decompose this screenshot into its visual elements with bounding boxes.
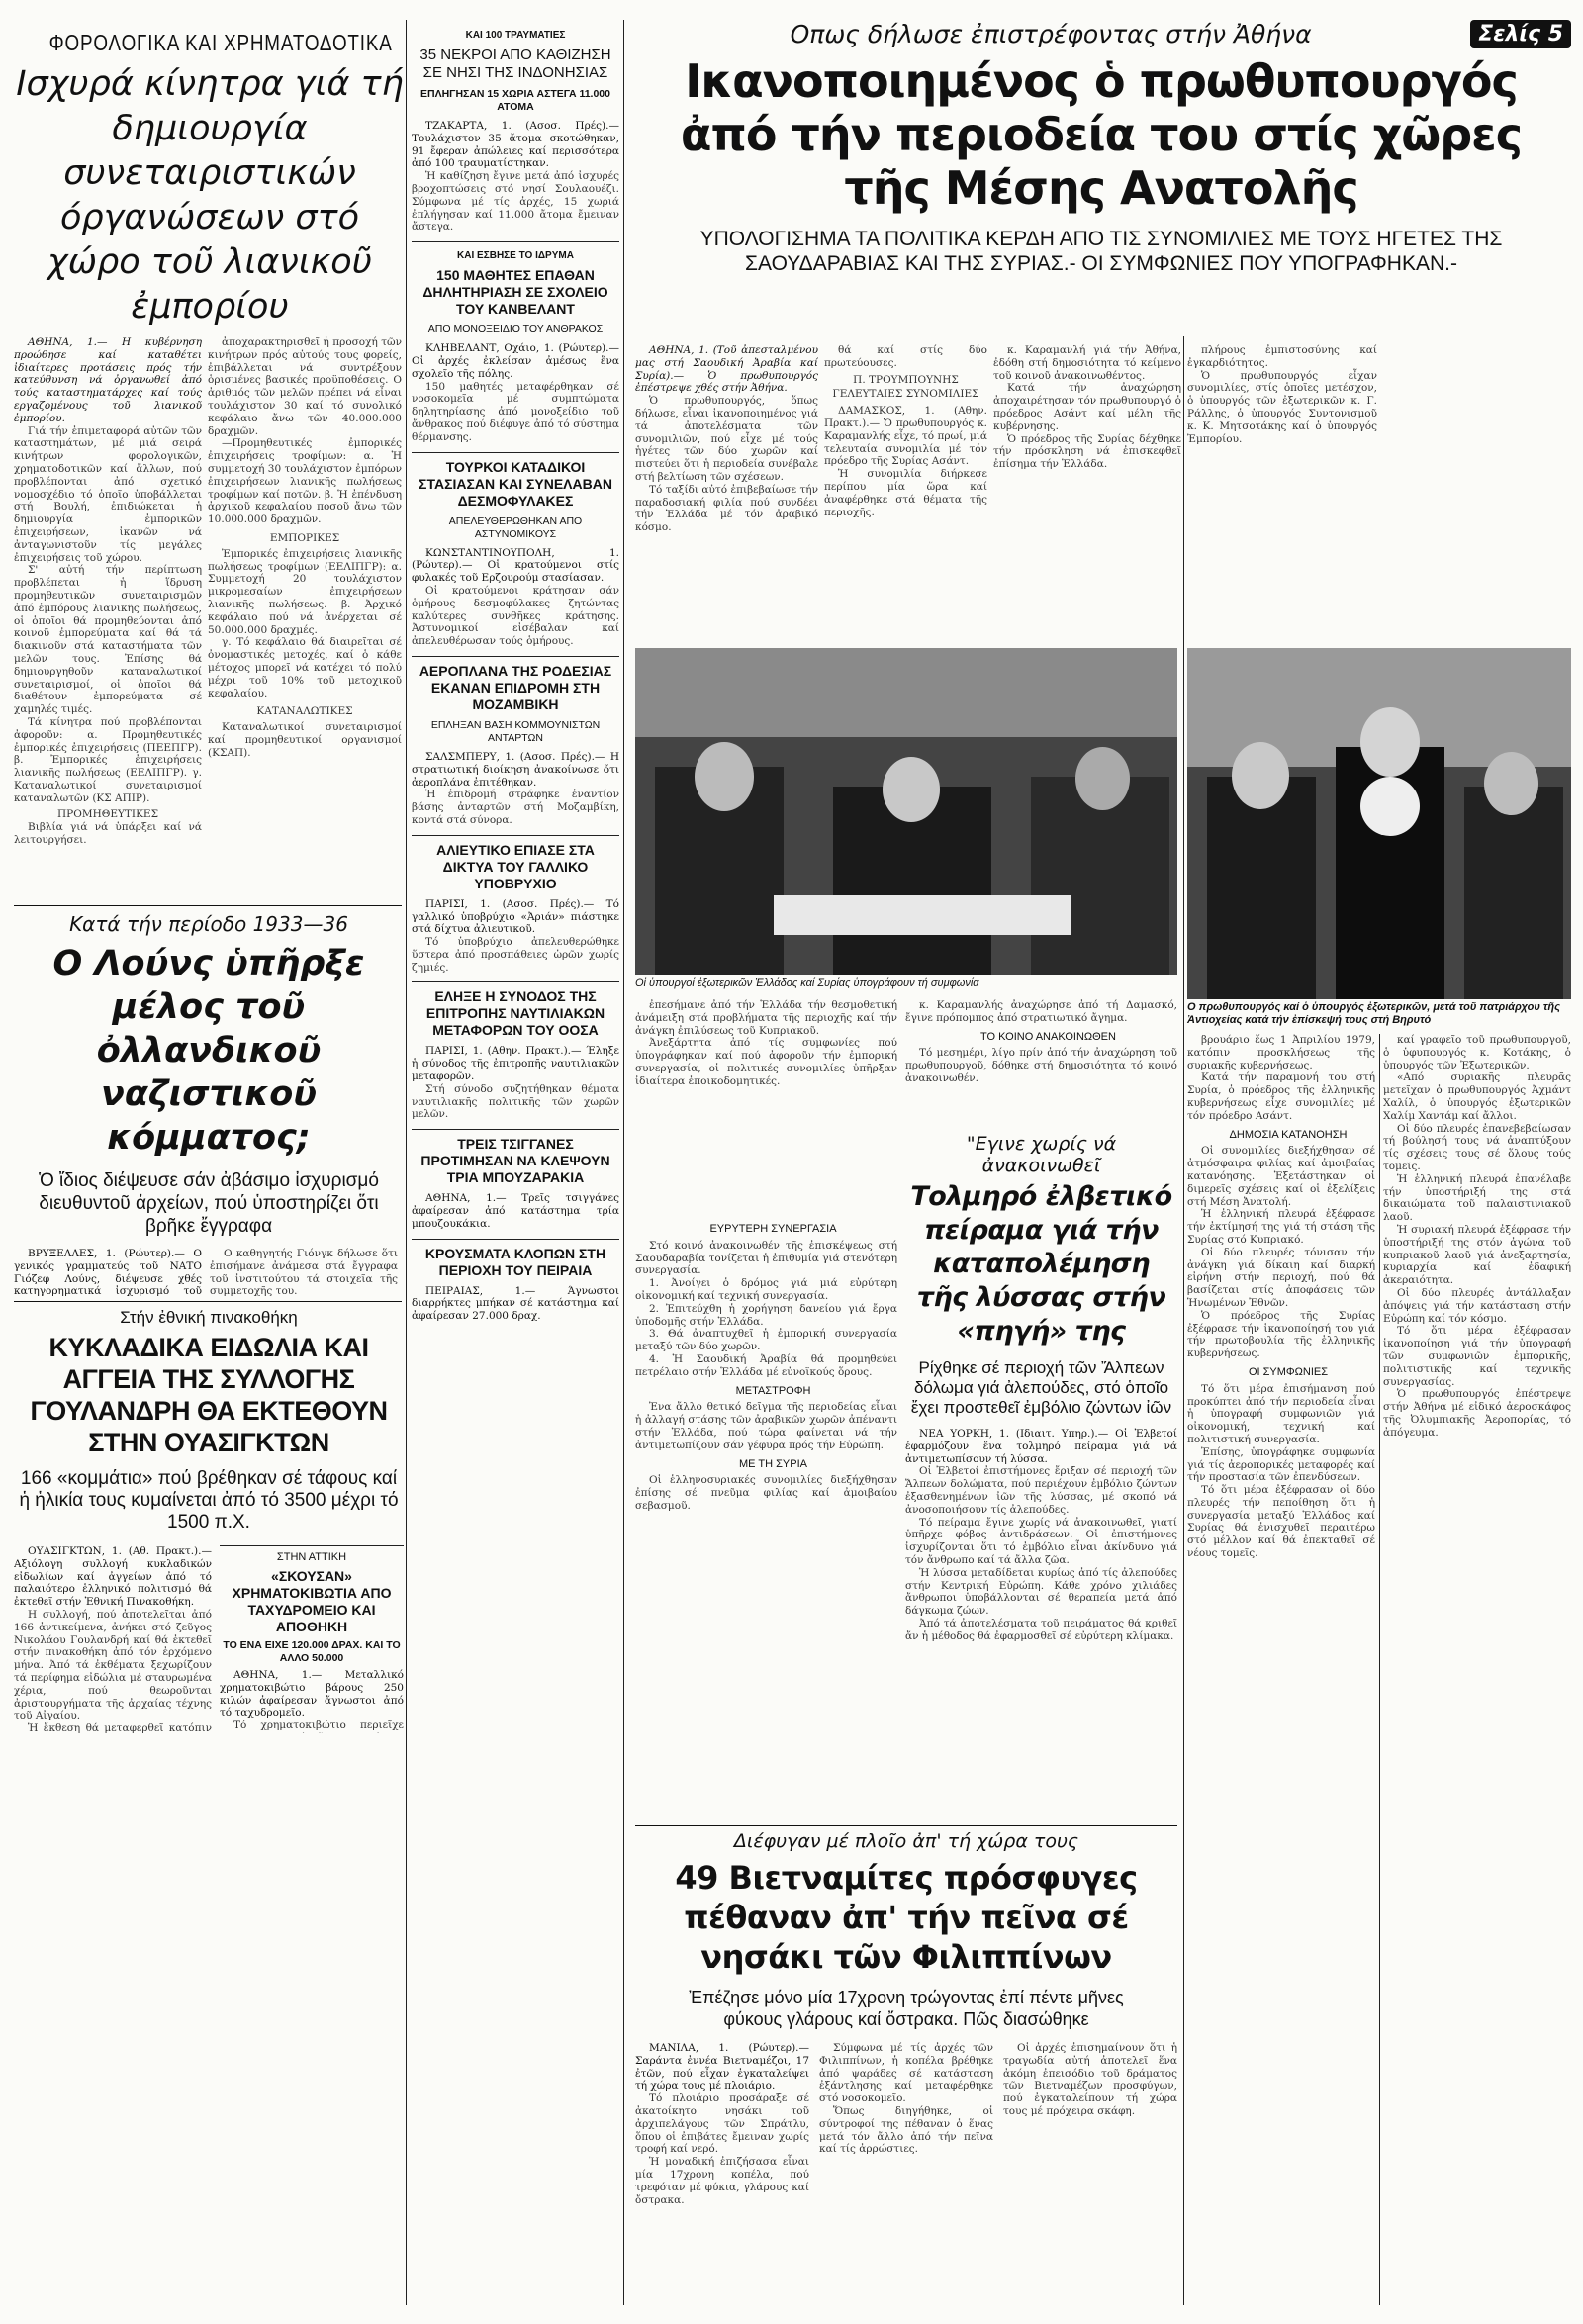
turkey-headline: ΤΟΥΡΚΟΙ ΚΑΤΑΔΙΚΟΙ ΣΤΑΣΙΑΣΑΝ ΚΑΙ ΣΥΝΕΛΑΒΑΝ ΔΕΣΜΟΦΥΛΑΚΕΣ (419, 458, 612, 509)
main-col8: καί γραφεῖο τοῦ πρωθυπουργοῦ, ὁ ὑφυπουργός κ. Κοτάκης, ὁ ὑπουργός τῶν Ἐξωτερικῶν. «Από συριακῆς πλευρᾶς μετεῖχαν ὁ πρωθυπουργός Ἀχμάντ Χαλίλ, ὁ ὑπουργός ἐξωτερικῶν Χαλίμ Χαντάμ καί ἄλλοι. Οἱ δύο πλευρές ἐπανεβεβαίωσαν τή βούλησή τους νά ἀναπτύξουν τίς σχέσεις τους σέ ὅλους τούς τομεῖς. Ἡ ἑλληνική πλευρά ἐπανέλαβε τήν ὑποστήριξή της στά δικαιώματα τοῦ παλαιστινιακοῦ λαοῦ. Ἡ συριακή πλευρά ἐξέφρασε τήν ὑποστήριξή της στόν ἀγώνα τοῦ κυπριακοῦ λαοῦ γιά ἀνεξαρτησία, κυριαρχία καί ἐδαφική ἀκεραιότητα. Οἱ δύο πλευρές ἀντάλλαξαν ἀπόψεις γιά τήν κατάσταση στήν Εὐρώπη καί τόν κόσμο. Τό ὅτι μέρα ἐξέφρασαν ἱκανοποίηση γιά τήν ὑπογραφή τῶν συμφωνιῶν ἐμπορικῆς, πολιτιστικῆς καί τεχνικῆς συνεργασίας. Ὁ πρωθυπουργός ἐπέστρεψε στήν Ἀθήνα μέ εἰδικό ἀεροσκάφος τῆς Ὀλυμπιακῆς Ἀεροπορίας, τό ἀπόγευμα. (1383, 1034, 1571, 1439)
main-col4: πλήρους ἐμπιστοσύνης καί ἐγκαρδιότητος. Ὁ πρωθυπουργός εἶχαν συνομιλίες, στίς ὁποῖες μετέσχον, ὁ ὑπουργός τῶν ἐξωτερικῶν κ. Γ. Ράλλης, ὁ ὑπουργός Συντονισμοῦ κ. Κ. Μητσοτάκης καί ὁ ὑπουργός Ἐμπορίου. (1187, 344, 1377, 445)
rabies-headline: Τολμηρό ἐλβετικό πείραμα γιά τήν καταπολέμηση τῆς λύσσας στήν «πηγή» της (910, 1181, 1172, 1347)
photo-signing-caption: Οἱ ὑπουργοί ἐξωτερικῶν Ἑλλάδος καί Συρίας ὑπογράφουν τή συμφωνία (635, 977, 979, 989)
main-col6: κ. Καραμανλής ἀναχώρησε ἀπό τή Δαμασκό, ἔγινε πρόπομπος ἀπό στρατιωτικό ἄγημα. ΤΟ ΚΟΙΝΟ ΑΝΑΚΟΙΝΩΘΕΝ Τό μεσημέρι, λίγο πρίν ἀπό τήν ἀναχώρηση τοῦ πρωθυπουργοῦ, δόθηκε στή δημοσιότητα τό κοινό ἀνακοινωθέν. (905, 999, 1177, 1084)
viet-dateline: ΜΑΝΙΛΑ, 1. (Ρώυτερ).— Σαράντα ἐννέα Βιετναμέζοι, 17 ἐτῶν, πού εἶχαν ἐγκαταλείψει τή χώρα τους μέ πλοιάριο. (635, 2042, 809, 2092)
gallery-headline: ΚΥΚΛΑΔΙΚΑ ΕΙΔΩΛΙΑ ΚΑΙ ΑΓΓΕΙΑ ΤΗΣ ΣΥΛΛΟΓΗΣ ΓΟΥΛΑΝΔΡΗ ΘΑ ΕΚΤΕΘΟΥΝ ΣΤΗΝ ΟΥΑΣΙΓΚΤΩΝ (30, 1333, 388, 1457)
gallery-dateline: ΟΥΑΣΙΓΚΤΩΝ, 1. (Αθ. Πρακτ.).— Αξιόλογη συλλογή κυκλαδικών εἰδωλίων καί ἀγγείων ἀπό τό παλαιότερο ἑλληνικό πολιτισμό θά ἐκτεθεῖ στήν Ἐθνική Πινακοθήκη. (14, 1545, 212, 1609)
main-col7: βρουάριο ἕως 1 Ἀπριλίου 1979, κατόπιν προσκλήσεως τῆς συριακῆς κυβερνήσεως. Κατά τήν παραμονή του στή Συρία, ὁ πρόεδρος τῆς ἑλληνικῆς κυβερνήσεως εἶχε συνομιλίες μέ τόν πρόεδρο Ασάντ. ΔΗΜΟΣΙΑ ΚΑΤΑΝΟΗΣΗ Οἱ συνομιλίες διεξήχθησαν σέ ἀτμόσφαιρα φιλίας καί ἀμοιβαίας κατανόησης. Ἐξετάστηκαν οἱ διμερεῖς σχέσεις καί οἱ ἐξελίξεις στή Μέση Ἀνατολή. Ἡ ἑλληνική πλευρά ἐξέφρασε τήν ἐκτίμησή της γιά τή στάση τῆς Συρίας στό Κυπριακό. Οἱ δύο πλευρές τόνισαν τήν ἀνάγκη γιά δίκαιη καί διαρκή εἰρήνη στήν περιοχή, πού θά βασίζεται στίς ἀποφάσεις τῶν Ἡνωμένων Ἐθνῶν. Ὁ πρόεδρος τῆς Συρίας ἐξέφρασε τήν ἱκανοποίησή του γιά τήν πρωτοβουλία τῆς ἑλληνικῆς κυβερνήσεως. ΟΙ ΣΥΜΦΩΝΙΕΣ Τό ὅτι μέρα ἐπισήμανση πού προκύπτει ἀπό τήν περιοδεία εἶναι ἡ ὑπογραφή συμφωνιῶν γιά οἰκονομική, τεχνική καί πολιτιστική συνεργασία. Ἐπίσης, ὑπογράφηκε συμφωνία γιά τίς ἀεροπορικές μεταφορές καί τήν προστασία τῶν ἐπενδύσεων. Τό ὅτι μέρα ἐξέφρασαν οἱ δύο πλευρές τήν πεποίθηση ὅτι ἡ συνεργασία μεταξύ Ἑλλάδος καί Συρίας θά ἐνισχυθεῖ περαιτέρω στό μέλλον καί θά ἐπεκταθεῖ σέ νέους τομεῖς. (1187, 1034, 1375, 1560)
main-kicker: Οπως δήλωσε ἐπιστρέφοντας στήν Ἀθήνα (790, 20, 1312, 48)
nato-sub: Ὁ ἴδιος διέψευσε σάν ἀβάσιμο ἰσχυρισμό διευθυντοῦ ἀρχείων, πού ὑποστηρίζει ὅτι βρῆκε ἔγγραφα (39, 1170, 379, 1237)
viet-headline: 49 Βιετναμίτες πρόσφυγες πέθαναν ἀπ' τήν πεῖνα σέ νησάκι τῶν Φιλιππίνων (675, 1859, 1138, 1976)
oosa-headline: ΕΛΗΞΕ Η ΣΥΝΟΔΟΣ ΤΗΣ ΕΠΙΤΡΟΠΗΣ ΝΑΥΤΙΛΙΑΚΩΝ ΜΕΤΑΦΟΡΩΝ ΤΟΥ ΟΟΣΑ (425, 988, 605, 1039)
main-col-head-0: ΤΟ ΚΟΙΝΟ ΑΝΑΚΟΙΝΩΘΕΝ (980, 1030, 1116, 1043)
rhodesia-headline: ΑΕΡΟΠΛΑΝΑ ΤΗΣ ΡΟΔΕΣΙΑΣ ΕΚΑΝΑΝ ΕΠΙΔΡΟΜΗ ΣΤΗ ΜΟΖΑΜΒΙΚΗ (419, 662, 612, 712)
viet-kicker: Διέφυγαν μέ πλοῖο ἀπ' τή χώρα τους (733, 1830, 1079, 1852)
nato-headline: Ο Λούνς ὑπῆρξε μέλος τοῦ ὀλλανδικοῦ ναζιστικοῦ κόμματος; (52, 944, 365, 1158)
skoosan-kicker: ΣΤΗΝ ΑΤΤΙΚΗ (276, 1551, 347, 1563)
left-headline: Ισχυρά κίνητρα γιά τή δημιουργία συνεταιριστικών όργανώσεων στό χώρο τοῦ λιανικοῦ ἐμπορίου (16, 64, 404, 326)
viet-sub: Ἐπέζησε μόνο μία 17χρονη τρώγοντας ἐπί πέντε μῆνες φύκους γλάρους καί ὄστρακα. Πῶς διασώθηκε (689, 1988, 1124, 2029)
thefts-dateline: ΠΕΙΡΑΙΑΣ, 1.— Άγνωστοι διαρρήκτες μπήκαν σέ κατάστημα καί ἀφαίρεσαν 27.000 δραχ. (412, 1284, 619, 1323)
main-col3: κ. Καραμανλή γιά τήν Ἀθήνα, ἐδόθη στή δημοσιότητα τό κείμενο τοῦ κοινοῦ ἀνακοινωθέντος. Κατά τήν ἀναχώρηση ἀποχαιρέτησαν τόν πρωθυπουργό ὁ πρόεδρος Ασάντ καί μέλη τῆς κυβέρνησης. Ὁ πρόεδρος τῆς Συρίας δέχθηκε τήν πρόσκληση νά ἐπισκεφθεῖ ἐπίσημα τήν Ἑλλάδα. (993, 344, 1181, 471)
left-story-col1: ΑΘΗΝΑ, 1.— Η κυβέρνηση προώθησε καί καταθέτει ἰδιαίτερες προτάσεις πρός τήν κατεύθυνση νά ὀργανωθεί ἀπό τούς καταστηματάρχες καί τούς εργαζομένους τοῦ λιανικοῦ ἐμπορίου. Γιά τήν ἐπιμεταφορά αὐτῶν τῶν καταστημάτων, μέ μιά σειρά κινήτρων φορολογικῶν, χρηματοδοτικῶν καί ἄλλων, πού προβλέπονται ἀπό σχετικό νομοσχέδιο τό ὁποῖο ὑποβάλλεται στή Βουλή, ἐπιδιώκεται ἡ δημιουργία ἐμπορικῶν ἐπιχειρήσεων, ἰκανῶν νά ἀνταγωνιστοῦν τίς μεγάλες ἐπιχειρήσεις τοῦ χώρου. Σ' αὐτή τήν περίπτωση προβλέπεται ἡ ἵδρυση προμηθευτικῶν συνεταιρισμῶν ἀπό ἐμπόρους λιανικῆς πωλήσεως, οἱ ὁποῖοι θά προμηθεύονται ἀπό κοινοῦ ἐμπορεύματα καί θά τά διακινοῦν στά καταστήματα τῶν μελῶν τους. Ἐπίσης θά δημιουργηθοῦν καταναλωτικοί συνεταιρισμοί, οἱ ὁποῖοι θά διαθέτουν ἐμπορεύματα σέ χαμηλές τιμές. Τά κίνητρα πού προβλέπονται ἀφοροῦν: α. Προμηθευτικές ἐμπορικές ἐπιχειρήσεις (ΠΕΕΠΓΡ). β. Ἐμπορικές ἐπιχειρήσεις λιανικῆς πωλήσεως (ΕΕΛΙΠΓΡ). γ. Καταναλωτικοί συνεταιρισμοί καταναλωτῶν (ΚΣ ΑΠΙΡ). ΠΡΟΜΗΘΕΥΤΙΚΕΣ Βιβλία γιά νά ὑπάρξει καί νά λειτουργήσει. (14, 336, 202, 847)
gallery-story: Στήν ἐθνική πινακοθήκη ΚΥΚΛΑΔΙΚΑ ΕΙΔΩΛΙΑ ΚΑΙ ΑΓΓΕΙΑ ΤΗΣ ΣΥΛΛΟΓΗΣ ΓΟΥΛΑΝΔΡΗ ΘΑ ΕΚΤΕΘΟΥΝ ΣΤΗΝ ΟΥΑΣΙΓΚΤΩΝ 166 «κομμάτια» πού βρέθηκαν σέ τάφους καί ἡ ἡλικία τους κυμαίνεται ἀπό τό 3500 μέχρι τό 1500 π.Χ. ΟΥΑΣΙΓΚΤΩΝ, 1. (Αθ. Πρακτ.).— Αξιόλογη συλλογή κυκλαδικών εἰδωλίων καί ἀγγείων ἀπό τό παλαιότερο ἑλληνικό πολιτισμό θά ἐκτεθεῖ στήν Ἐθνική Πινακοθήκη. Η συλλογή, πού ἀποτελεῖται ἀπό 166 ἀντικείμενα, ἀνήκει στό ζεῦγος Νικολάου Γουλανδρή καί θά ἐκτεθεῖ στήν πινακοθήκη ἀπό τόν ἐρχόμενο μήνα. Ἀπό τά ἐκθέματα ξεχωρίζουν τά περίφημα εἰδώλια μέ σταυρωμένα χέρια, πού θεωροῦνται ἀριστουργήματα τῆς ἀρχαίας τέχνης τοῦ Αἰγαίου. Ἡ ἔκθεση θά μεταφερθεῖ κατόπιν ΣΤΗΝ ΑΤΤΙΚΗ «ΣΚΟΥΣΑΝ» ΧΡΗΜΑΤΟΚΙΒΩΤΙΑ ΑΠΟ ΤΑΧΥΔΡΟΜΕΙΟ ΚΑΙ ΑΠΟΘΗΚΗ ΤΟ ΕΝΑ ΕΙΧΕ 120.000 ΔΡΑΧ. ΚΑΙ ΤΟ ΑΛΛΟ 50.000 ΑΘΗΝΑ, 1.— Μεταλλικό χρηματοκιβώτιο βάρους 250 κιλών ἀφαίρεσαν ἄγνωστοι ἀπό τό ταχυδρομεῖο. Τό χρηματοκιβώτιο περιεῖχε (14, 1308, 404, 1733)
skoosan-headline: «ΣΚΟΥΣΑΝ» ΧΡΗΜΑΤΟΚΙΒΩΤΙΑ ΑΠΟ ΤΑΧΥΔΡΟΜΕΙΟ ΚΑΙ ΑΠΟΘΗΚΗ (232, 1568, 392, 1634)
section-label: ΦΟΡΟΛΟΓΙΚΑ ΚΑΙ ΧΡΗΜΑΤΟΔΟΤΙΚΑ (48, 30, 393, 55)
gallery-kicker: Στήν ἐθνική πινακοθήκη (120, 1308, 298, 1327)
skoosan-dateline: ΑΘΗΝΑ, 1.— Μεταλλικό χρηματοκιβώτιο βάρους 250 κιλών ἀφαίρεσαν ἄγνωστοι ἀπό τό ταχυδρομεῖο. (220, 1669, 404, 1720)
indo-headline: 35 ΝΕΚΡΟΙ ΑΠΟ ΚΑΘΙΖΗΣΗ ΣΕ ΝΗΣΙ ΤΗΣ ΙΝΔΟΝΗΣΙΑΣ (419, 46, 611, 81)
main-col-head-2: ΜΕΤΑΣΤΡΟΦΗ (735, 1384, 811, 1397)
indo-sub: ΕΠΛΗΓΗΣΑΝ 15 ΧΩΡΙΑ ΑΣΤΕΓΑ 11.000 ΑΤΟΜΑ (419, 88, 610, 113)
rabies-dateline: ΝΕΑ ΥΟΡΚΗ, 1. (Ιδιαιτ. Υπηρ.).— Οἱ Ἐλβετοί ἐφαρμόζουν ἕνα τολμηρό πείραμα γιά νά ἀντιμετωπίσουν τή λύσσα. (905, 1428, 1177, 1465)
school-dateline: ΚΛΗΒΕΛΑΝΤ, Οχάιο, 1. (Ρώυτερ).— Οἱ ἀρχές ἐκλείσαν ἀμέσως ἕνα σχολεῖο τῆς πόλης. (412, 342, 619, 380)
fisher-dateline: ΠΑΡΙΣΙ, 1. (Ασοσ. Πρές).— Τό γαλλικό ὑποβρύχιο «Ἀριάν» πιάστηκε στά δίχτυα ἀλιευτικοῦ. (412, 897, 619, 936)
main-col-head-5: ΟΙ ΣΥΜΦΩΝΙΕΣ (1248, 1365, 1329, 1378)
main-col-head-4: ΔΗΜΟΣΙΑ ΚΑΤΑΝΟΗΣΗ (1229, 1128, 1348, 1141)
turkey-sub: ΑΠΕΛΕΥΘΕΡΩΘΗΚΑΝ ΑΠΟ ΑΣΤΥΝΟΜΙΚΟΥΣ (448, 514, 583, 540)
photo-signing (635, 648, 1177, 975)
rabies-kicker: "Εγινε χωρίς νά ἀνακοινωθεῖ (966, 1133, 1117, 1176)
main-col1: ΑΘΗΝΑ, 1. (Τοῦ ἀπεσταλμένου μας στή Σαουδική Ἀραβία καί Συρία).— Ὁ πρωθυπουργός ἐπέστρεψε χθές στήν Ἀθήνα. Ὁ πρωθυπουργός, ὅπως δήλωσε, εἶναι ἱκανοποιημένος γιά τά ἀποτελέσματα τῶν συνομιλιῶν, πού εἶχε μέ τούς ἡγέτες τῶν δύο χωρῶν καί πιστεύει ὅτι ἡ περιοδεία συνέβαλε στή βελτίωση τῶν σχέσεων. Τό ταξίδι αὐτό ἐπιβεβαίωσε τήν παραδοσιακή φιλία πού συνδέει τήν Ἑλλάδα μέ τόν ἀραβικό κόσμο. (635, 344, 818, 534)
main-col-head-3: ΜΕ ΤΗ ΣΥΡΙΑ (739, 1457, 807, 1470)
oosa-dateline: ΠΑΡΙΣΙ, 1. (Αθην. Πρακτ.).— Έληξε ἡ σύνοδος τῆς ἐπιτροπῆς ναυτιλιακῶν μεταφορῶν. (412, 1045, 619, 1083)
left-story-col2: ἀποχαρακτηρισθεῖ ἡ προσοχή τῶν κινήτρων πρός αὐτούς τους φορείς, ἐπιβάλλεται νά συντρέξουν ὁρισμένες βασικές προϋποθέσεις. Ο ἀριθμός τῶν μελῶν πρέπει νά εἶναι τουλάχιστον 30 καί τό συνολικό κεφάλαιο ἄνω τῶν 40.000.000 δραχμῶν. —Προμηθευτικές ἐμπορικές ἐπιχειρήσεις τροφίμων: α. Ἡ συμμετοχή 30 τουλάχιστον ἐμπόρων ἐπιχειρήσεων λιανικῆς πωλήσεως τροφίμων καί ποτῶν. β. Ἡ ἐπένδυση ἀρχικοῦ κεφαλαίου ποσοῦ ἄνω τῶν 10.000.000 δραχμῶν. ΕΜΠΟΡΙΚΕΣ Ἐμπορικές ἐπιχειρήσεις λιανικῆς πωλήσεως τροφίμων (ΕΕΛΙΠΓΡ): α. Συμμετοχή 20 τουλάχιστον μικρομεσαίων ἐπιχειρήσεων λιανικῆς πωλήσεως. β. Ἀρχικό κεφάλαιο πού νά ἀνέρχεται σέ 50.000.000 δραχμές. γ. Τό κεφάλαιο θά διαιρεῖται σέ ὀνομαστικές μετοχές, καί ὁ κάθε μέτοχος μπορεῖ νά κατέχει τό πολύ μέχρι τοῦ 10% τοῦ μετοχικοῦ κεφαλαίου. ΚΑΤΑΝΑΛΩΤΙΚΕΣ Καταναλωτικοί συνεταιρισμοί καί προμηθευτικοί οργανισμοί (ΚΣΑΠ). (208, 336, 402, 759)
main-col2-head-1: ΓΕΛΕΥΤΑΙΕΣ ΣΥΝΟΜΙΛΙΕΣ (832, 388, 979, 401)
gypsies-headline: ΤΡΕΙΣ ΤΣΙΓΓΑΝΕΣ ΠΡΟΤΙΜΗΣΑΝ ΝΑ ΚΛΕΨΟΥΝ ΤΡΙΑ ΜΠΟΥΖΑΡΑΚΙΑ (420, 1136, 610, 1186)
main-subhead: ΥΠΟΛΟΓΙΣΗΜΑ ΤΑ ΠΟΛΙΤΙΚΑ ΚΕΡΔΗ ΑΠΟ ΤΙΣ ΣΥΝΟΜΙΛΙΕΣ ΜΕ ΤΟΥΣ ΗΓΕΤΕΣ ΤΗΣ ΣΑΟΥΔΑΡΑΒΙΑΣ ΚΑΙ ΤΗΣ ΣΥΡΙΑΣ.- ΟΙ ΣΥΜΦΩΝΙΕΣ ΠΟΥ ΥΠΟΓΡΑΦΗΚΑΝ.- (699, 228, 1503, 275)
turkey-dateline: ΚΩΝΣΤΑΝΤΙΝΟΥΠΟΛΗ, 1. (Ρώυτερ).— Οἱ κρατούμενοι στίς φυλακές τοῦ Ερζουρούμ στασίασαν. (412, 546, 619, 585)
rabies-sub: Ρίχθηκε σέ περιοχή τῶν Ἄλπεων δόλωμα γιά ἀλεπούδες, στό ὁποῖο ἔχει προστεθεῖ ἐμβόλιο ζώντων ἰῶν (910, 1358, 1172, 1417)
main-col9: ΕΥΡΥΤΕΡΗ ΣΥΝΕΡΓΑΣΙΑ Στό κοινό ἀνακοινωθέν τῆς ἐπισκέψεως στή Σαουδαραβία τονίζεται ἡ ἐπιθυμία γιά στενότερη συνεργασία. 1. Ἀνοίγει ὁ δρόμος γιά μιά εὐρύτερη οἰκονομική καί τεχνική συνεργασία. 2. Ἐπιτεύχθη ἡ χορήγηση δανείου γιά ἔργα ὑποδομῆς στήν Ἑλλάδα. 3. Θά ἀναπτυχθεῖ ἡ ἐμπορική συνεργασία μεταξύ τῶν δύο χωρῶν. 4. Ἡ Σαουδική Ἀραβία θά προμηθεύει πετρέλαιο στήν Ἑλλάδα μέ εὐνοϊκούς ὅρους. ΜΕΤΑΣΤΡΟΦΗ Ἐνα ἄλλο θετικό δεῖγμα τῆς περιοδείας εἶναι ἡ ἀλλαγή στάσης τῶν ἀραβικῶν χωρῶν ἀπέναντι στήν Ἑλλάδα, πού τώρα φαίνεται νά τήν ἀντιμετωπίζουν σάν γέφυρα πρός τήν Εὐρώπη. ΜΕ ΤΗ ΣΥΡΙΑ Οἱ ἑλληνοσυριακές συνομιλίες διεξήχθησαν ἐπίσης σέ πνεῦμα φιλίας καί ἀμοιβαίου σεβασμοῦ. (635, 1223, 897, 1512)
indo-kicker: ΚΑΙ 100 ΤΡΑΥΜΑΤΙΕΣ (465, 30, 566, 41)
rhodesia-dateline: ΣΑΛΣΜΠΕΡΥ, 1. (Ασοσ. Πρές).— Η στρατιωτική διοίκηση ἀνακοίνωσε ὅτι ἀεροπλάνα ἐπιτέθηκαν. (412, 750, 619, 789)
col2-head-1: ΕΜΠΟΡΙΚΕΣ (269, 531, 340, 544)
gallery-sub: 166 «κομμάτια» πού βρέθηκαν σέ τάφους καί ἡ ἡλικία τους κυμαίνεται ἀπό τό 3500 μέχρι τό 1500 π.Χ. (19, 1468, 399, 1533)
school-sub: ΑΠΟ ΜΟΝΟΞΕΙΔΙΟ ΤΟΥ ΑΝΘΡΑΚΟΣ (427, 324, 604, 336)
main-header (631, 20, 1571, 336)
nato-story: Κατά τήν περίοδο 1933—36 Ο Λούνς ὑπῆρξε μέλος τοῦ ὀλλανδικοῦ ναζιστικοῦ κόμματος; Ὁ ἴδιος διέψευσε σάν ἀβάσιμο ἰσχυρισμό διευθυντοῦ ἀρχείων, πού ὑποστηρίζει ὅτι βρῆκε ἔγγραφα ΒΡΥΞΕΛΛΕΣ, 1. (Ρώυτερ).— Ο γενικός γραμματεύς τοῦ ΝΑΤΟ Γιόζεφ Λούνς, διέψευσε χθές κατηγορηματικά ἰσχυρισμό τοῦ Ο καθηγητής Γιόνγκ δήλωσε ὅτι ἐπισήμανε ἀνάμεσα στά ἔγγραφα τοῦ ἰνστιτούτου τά στοιχεῖα τῆς συμμετοχῆς του. (14, 910, 404, 1296)
page-label: Σελίς 5 (1470, 20, 1571, 48)
rhodesia-sub: ΕΠΛΗΞΑΝ ΒΑΣΗ ΚΟΜΜΟΥΝΙΣΤΩΝ ΑΝΤΑΡΤΩΝ (430, 718, 601, 744)
fisher-headline: ΑΛΙΕΥΤΙΚΟ ΕΠΙΑΣΕ ΣΤΑ ΔΙΚΤΥΑ ΤΟΥ ΓΑΛΛΙΚΟ ΥΠΟΒΡΥΧΙΟ (436, 841, 595, 891)
left-story-header (14, 30, 406, 326)
school-headline: 150 ΜΑΘΗΤΕΣ ΕΠΑΘΑΝ ΔΗΛΗΤΗΡΙΑΣΗ ΣΕ ΣΧΟΛΕΙΟ ΤΟΥ ΚΑΝΒΕΛΑΝΤ (422, 267, 608, 318)
nato-kicker: Κατά τήν περίοδο 1933—36 (69, 912, 348, 936)
skoosan-sub: ΤΟ ΕΝΑ ΕΙΧΕ 120.000 ΔΡΑΧ. ΚΑΙ ΤΟ ΑΛΛΟ 50.000 (223, 1639, 401, 1664)
col2-head-2: ΚΑΤΑΝΑΛΩΤΙΚΕΣ (256, 705, 353, 718)
viet-story: Διέφυγαν μέ πλοῖο ἀπ' τή χώρα τους 49 Βιετναμίτες πρόσφυγες πέθαναν ἀπ' τήν πεῖνα σέ νησάκι τῶν Φιλιππίνων Ἐπέζησε μόνο μία 17χρονη τρώγοντας ἐπί πέντε μῆνες φύκους γλάρους καί ὄστρακα. Πῶς διασώθηκε ΜΑΝΙΛΑ, 1. (Ρώυτερ).— Σαράντα ἐννέα Βιετναμέζοι, 17 ἐτῶν, πού εἶχαν ἐγκαταλείψει τή χώρα τους μέ πλοιάριο. Τό πλοιάριο προσάραξε σέ ἀκατοίκητο νησάκι τοῦ ἀρχιπελάγους τῶν Σπράτλυ, ὅπου οἱ ἐπιβάτες ἔμειναν χωρίς τροφή καί νερό. Ἡ μοναδική ἐπιζήσασα εἶναι μία 17χρονη κοπέλα, πού τρεφόταν μέ φύκια, γλάρους καί ὄστρακα. Σύμφωνα μέ τίς ἀρχές τῶν Φιλιππίνων, ἡ κοπέλα βρέθηκε ἀπό ψαράδες σέ κατάσταση ἐξάντλησης καί μεταφέρθηκε στό νοσοκομεῖο. Ὅπως διηγήθηκε, οἱ σύντροφοί της πέθαναν ὁ ἕνας μετά τόν ἄλλο ἀπό τήν πεῖνα καί τίς ἀρρώστιες. Οἱ ἀρχές ἐπισημαίνουν ὅτι ἡ τραγωδία αὐτή ἀποτελεῖ ἕνα ἀκόμη ἐπεισόδιο τοῦ δράματος τῶν Βιετναμέζων προσφύγων, πού ἐγκαταλείπουν τή χώρα τους μέ πρόχειρα σκάφη. (635, 1830, 1177, 2206)
school-kicker: ΚΑΙ ΕΣΒΗΣΕ ΤΟ ΙΔΡΥΜΑ (457, 250, 574, 262)
skoosan-box: ΣΤΗΝ ΑΤΤΙΚΗ «ΣΚΟΥΣΑΝ» ΧΡΗΜΑΤΟΚΙΒΩΤΙΑ ΑΠΟ ΤΑΧΥΔΡΟΜΕΙΟ ΚΑΙ ΑΠΟΘΗΚΗ ΤΟ ΕΝΑ ΕΙΧΕ 120.000 ΔΡΑΧ. ΚΑΙ ΤΟ ΑΛΛΟ 50.000 ΑΘΗΝΑ, 1.— Μεταλλικό χρηματοκιβώτιο βάρους 250 κιλών ἀφαίρεσαν ἄγνωστοι ἀπό τό ταχυδρομεῖο. Τό χρηματοκιβώτιο περιεῖχε (220, 1545, 404, 1733)
gypsies-dateline: ΑΘΗΝΑ, 1.— Τρεῖς τσιγγάνες ἀφαίρεσαν ἀπό κατάστημα τρία μπουζουκάκια. (412, 1192, 619, 1230)
main-dateline: ΑΘΗΝΑ, 1. (Τοῦ ἀπεσταλμένου μας στή Σαουδική Ἀραβία καί Συρία).— Ὁ πρωθυπουργός ἐπέστρεψε χθές στήν Ἀθήνα. (635, 344, 818, 395)
main-col5: ἐπεσήμανε ἀπό τήν Ἑλλάδα τήν θεσμοθετική ἀνάμειξη στά προβλήματα τῆς περιοχῆς καί τήν ἀνάγκη ἐπιλύσεως τοῦ Κυπριακοῦ. Ἀνεξάρτητα ἀπό τίς συμφωνίες πού ὑπογράφηκαν καί πού ἀφοροῦν τήν ἐμπορική συνεργασία, οἱ πολιτικές συνομιλίες ὑπῆρξαν ἰδιαίτερα ἐποικοδομητικές. (635, 999, 897, 1087)
main-col2: θά καί στίς δύο πρωτεύουσες. Π. ΤΡΟΥΜΠΟΥΝΗΣ ΓΕΛΕΥΤΑΙΕΣ ΣΥΝΟΜΙΛΙΕΣ ΔΑΜΑΣΚΟΣ, 1. (Αθην. Πρακτ.).— Ὁ πρωθυπουργός κ. Καραμανλής εἶχε, τό πρωί, μιά τελευταία συνομιλία μέ τόν πρόεδρο τῆς Συρίας Ασάντ. Ἡ συνομιλία διήρκεσε περίπου μία ὥρα καί ἀναφέρθηκε στά θέματα τῆς περιοχῆς. (824, 344, 987, 518)
photo-patriarch-caption: Ο πρωθυπουργός καί ὁ ὑπουργός ἐξωτερικῶν, μετά τοῦ πατριάρχου τῆς Ἀντιοχείας κατά τήν ἐπίσκεψή τους στή Βηρυτό (1187, 1001, 1560, 1026)
rabies-story: "Εγινε χωρίς νά ἀνακοινωθεῖ Τολμηρό ἐλβετικό πείραμα γιά τήν καταπολέμηση τῆς λύσσας στήν «πηγή» της Ρίχθηκε σέ περιοχή τῶν Ἄλπεων δόλωμα γιά ἀλεπούδες, στό ὁποῖο ἔχει προστεθεῖ ἐμβόλιο ζώντων ἰῶν ΝΕΑ ΥΟΡΚΗ, 1. (Ιδιαιτ. Υπηρ.).— Οἱ Ἐλβετοί ἐφαρμόζουν ἕνα τολμηρό πείραμα γιά νά ἀντιμετωπίσουν τή λύσσα. Οἱ Ἐλβετοί ἐπιστήμονες ἔριξαν σέ περιοχή τῶν Ἄλπεων δολώματα, πού περιέχουν ἐμβόλιο ζώντων ἐξασθενημένων ἰῶν τῆς λύσσας, μέ σκοπό νά ἀνοσοποιήσουν τίς ἀλεπούδες. Τό πείραμα ἔγινε χωρίς νά ἀνακοινωθεῖ, γιατί ὑπῆρχε φόβος ἀντιδράσεων. Οἱ ἐπιστήμονες ἰσχυρίζονται ὅτι τό ἐμβόλιο εἶναι ἀκίνδυνο γιά τόν ἄνθρωπο καί τά ἄλλα ζῶα. Ἡ λύσσα μεταδίδεται κυρίως ἀπό τίς ἀλεπούδες στήν Κεντρική Εὐρώπη. Κάθε χρόνο χιλιάδες ἄνθρωποι ὑποβάλλονται σέ θεραπεία μετά ἀπό δάγκωμα ζώων. Ἀπό τά ἀποτελέσματα τοῦ πειράματος θά κριθεῖ ἄν ἡ μέθοδος θά ἐφαρμοσθεῖ σέ εὐρύτερη κλίμακα. (905, 1133, 1177, 1642)
main-headline: Ικανοποιημένος ὁ πρωθυπουργός ἀπό τήν περιοδεία του στίς χῶρες τῆς Μέσης Ανατολῆς (680, 54, 1523, 215)
mid-column: ΚΑΙ 100 ΤΡΑΥΜΑΤΙΕΣ 35 ΝΕΚΡΟΙ ΑΠΟ ΚΑΘΙΖΗΣΗ ΣΕ ΝΗΣΙ ΤΗΣ ΙΝΔΟΝΗΣΙΑΣ ΕΠΛΗΓΗΣΑΝ 15 ΧΩΡΙΑ ΑΣΤΕΓΑ 11.000 ΑΤΟΜΑ ΤΖΑΚΑΡΤΑ, 1. (Ασοσ. Πρές).— Τουλάχιστον 35 ἄτομα σκοτώθηκαν, 91 ἔφεραν ἀπώλειες καί περισσότερα ἀπό 100 τραυματίστηκαν. Ἡ καθίζηση ἔγινε μετά ἀπό ἰσχυρές βροχοπτώσεις στό νησί Σουλαουέζι. Σύμφωνα μέ τίς ἀρχές, 15 χωριά ἐπλήγησαν καί 11.000 ἄτομα ἔμειναν ἄστεγα. ΚΑΙ ΕΣΒΗΣΕ ΤΟ ΙΔΡΥΜΑ 150 ΜΑΘΗΤΕΣ ΕΠΑΘΑΝ ΔΗΛΗΤΗΡΙΑΣΗ ΣΕ ΣΧΟΛΕΙΟ ΤΟΥ ΚΑΝΒΕΛΑΝΤ ΑΠΟ ΜΟΝΟΞΕΙΔΙΟ ΤΟΥ ΑΝΘΡΑΚΟΣ ΚΛΗΒΕΛΑΝΤ, Οχάιο, 1. (Ρώυτερ).— Οἱ ἀρχές ἐκλείσαν ἀμέσως ἕνα σχολεῖο τῆς πόλης. 150 μαθητές μεταφέρθηκαν σέ νοσοκομεῖα μέ συμπτώματα δηλητηρίασης ἀπό μονοξείδιο τοῦ ἄνθρακος πού διέφυγε ἀπό τό σύστημα θέρμανσης. ΤΟΥΡΚΟΙ ΚΑΤΑΔΙΚΟΙ ΣΤΑΣΙΑΣΑΝ ΚΑΙ ΣΥΝΕΛΑΒΑΝ ΔΕΣΜΟΦΥΛΑΚΕΣ ΑΠΕΛΕΥΘΕΡΩΘΗΚΑΝ ΑΠΟ ΑΣΤΥΝΟΜΙΚΟΥΣ ΚΩΝΣΤΑΝΤΙΝΟΥΠΟΛΗ, 1. (Ρώυτερ).— Οἱ κρατούμενοι στίς φυλακές τοῦ Ερζουρούμ στασίασαν. Οἱ κρατούμενοι κράτησαν σάν ὁμήρους δεσμοφύλακες ζητώντας καλύτερες συνθῆκες κράτησης. Ἀστυνομικοί εἰσέβαλαν καί ἀπελευθέρωσαν τούς ὁμήρους. ΑΕΡΟΠΛΑΝΑ ΤΗΣ ΡΟΔΕΣΙΑΣ ΕΚΑΝΑΝ ΕΠΙΔΡΟΜΗ ΣΤΗ ΜΟΖΑΜΒΙΚΗ ΕΠΛΗΞΑΝ ΒΑΣΗ ΚΟΜΜΟΥΝΙΣΤΩΝ ΑΝΤΑΡΤΩΝ ΣΑΛΣΜΠΕΡΥ, 1. (Ασοσ. Πρές).— Η στρατιωτική διοίκηση ἀνακοίνωσε ὅτι ἀεροπλάνα ἐπιτέθηκαν. Ἡ ἐπιδρομή στράφηκε ἐναντίον βάσης ἀνταρτῶν στή Μοζαμβίκη, κοντά στά σύνορα. ΑΛΙΕΥΤΙΚΟ ΕΠΙΑΣΕ ΣΤΑ ΔΙΚΤΥΑ ΤΟΥ ΓΑΛΛΙΚΟ ΥΠΟΒΡΥΧΙΟ ΠΑΡΙΣΙ, 1. (Ασοσ. Πρές).— Τό γαλλικό ὑποβρύχιο «Ἀριάν» πιάστηκε στά δίχτυα ἀλιευτικοῦ. Τό ὑποβρύχιο ἀπελευθερώθηκε ὕστερα ἀπό προσπάθειες ὡρῶν χωρίς ζημιές. ΕΛΗΞΕ Η ΣΥΝΟΔΟΣ ΤΗΣ ΕΠΙΤΡΟΠΗΣ ΝΑΥΤΙΛΙΑΚΩΝ ΜΕΤΑΦΟΡΩΝ ΤΟΥ ΟΟΣΑ ΠΑΡΙΣΙ, 1. (Αθην. Πρακτ.).— Έληξε ἡ σύνοδος τῆς ἐπιτροπῆς ναυτιλιακῶν μεταφορῶν. Στή σύνοδο συζητήθηκαν θέματα ναυτιλιακῆς πολιτικῆς τῶν χωρῶν μελῶν. ΤΡΕΙΣ ΤΣΙΓΓΑΝΕΣ ΠΡΟΤΙΜΗΣΑΝ ΝΑ ΚΛΕΨΟΥΝ ΤΡΙΑ ΜΠΟΥΖΑΡΑΚΙΑ ΑΘΗΝΑ, 1.— Τρεῖς τσιγγάνες ἀφαίρεσαν ἀπό κατάστημα τρία μπουζουκάκια. ΚΡΟΥΣΜΑΤΑ ΚΛΟΠΩΝ ΣΤΗ ΠΕΡΙΟΧΗ ΤΟΥ ΠΕΙΡΑΙΑ ΠΕΙΡΑΙΑΣ, 1.— Άγνωστοι διαρρήκτες μπήκαν σέ κατάστημα καί ἀφαίρεσαν 27.000 δραχ. (412, 30, 619, 1323)
thefts-headline: ΚΡΟΥΣΜΑΤΑ ΚΛΟΠΩΝ ΣΤΗ ΠΕΡΙΟΧΗ ΤΟΥ ΠΕΙΡΑΙΑ (424, 1245, 606, 1278)
photo-patriarch (1187, 648, 1571, 999)
indo-dateline: ΤΖΑΚΑΡΤΑ, 1. (Ασοσ. Πρές).— Τουλάχιστον 35 ἄτομα σκοτώθηκαν, 91 ἔφεραν ἀπώλειες καί περισσότερα ἀπό 100 τραυματίστηκαν. (412, 120, 619, 170)
main-col2-head-0: Π. ΤΡΟΥΜΠΟΥΝΗΣ (853, 373, 959, 386)
story-dateline: ΑΘΗΝΑ, 1.— Η κυβέρνηση προώθησε καί καταθέτει ἰδιαίτερες προτάσεις πρός τήν κατεύθυνση νά ὀργανωθεί ἀπό τούς καταστηματάρχες καί τούς εργαζομένους τοῦ λιανικοῦ ἐμπορίου. (14, 336, 202, 424)
main-col-head-1: ΕΥΡΥΤΕΡΗ ΣΥΝΕΡΓΑΣΙΑ (709, 1223, 837, 1235)
nato-dateline: ΒΡΥΞΕΛΛΕΣ, 1. (Ρώυτερ).— Ο γενικός γραμματεύς τοῦ ΝΑΤΟ Γιόζεφ Λούνς, διέψευσε χθές κατηγορηματικά ἰσχυρισμό τοῦ (14, 1248, 202, 1296)
